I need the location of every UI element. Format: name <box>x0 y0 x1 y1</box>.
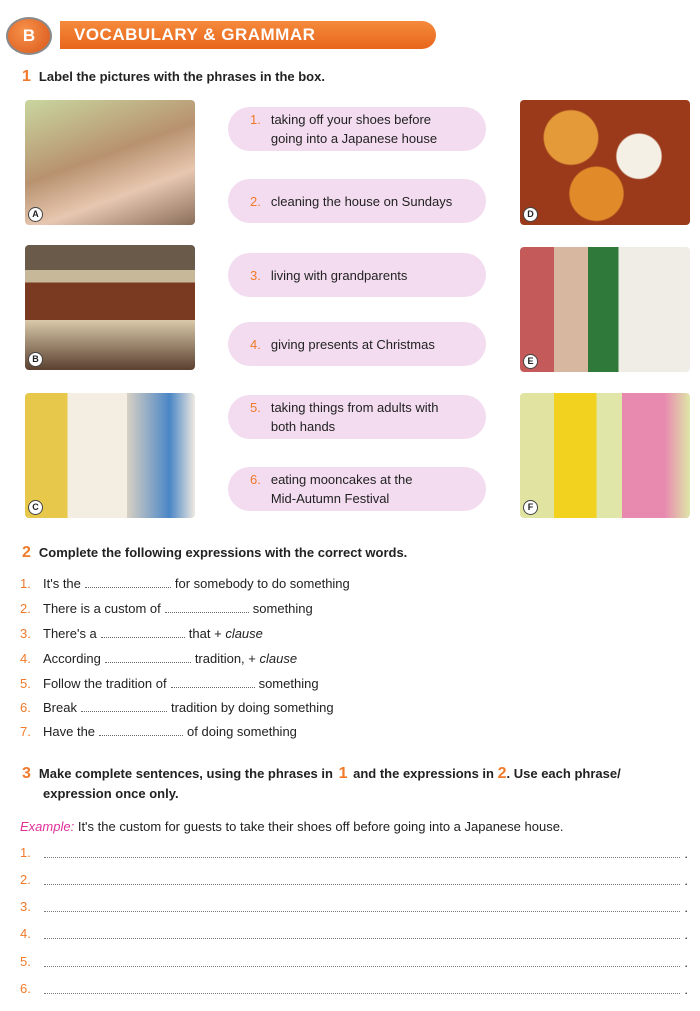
dotted-line <box>44 911 680 912</box>
example-label: Example: <box>20 819 75 834</box>
line-number: 6. <box>20 981 31 996</box>
line-number: 2. <box>20 872 31 887</box>
exercise-number: 3 <box>22 765 31 782</box>
line-number: 4. <box>20 926 31 941</box>
picture-mooncakes <box>520 100 690 225</box>
text: tradition, + <box>194 651 256 666</box>
phrase-6 <box>228 467 486 511</box>
instruction: Complete the following expressions with the correct words. <box>38 545 408 560</box>
answer-line-1[interactable]: 1. . <box>20 845 688 861</box>
phrase-text: taking things from adults with <box>270 400 439 415</box>
line-number: 5. <box>20 954 31 969</box>
phrase-text: giving presents at Christmas <box>270 336 435 352</box>
section-title: VOCABULARY & GRAMMAR <box>74 25 316 44</box>
picture-label: A <box>28 207 43 222</box>
phrase-number: 3. <box>250 267 261 283</box>
phrase-number: 4. <box>250 336 261 352</box>
phrase-1 <box>228 107 486 151</box>
item-number: 7. <box>20 724 31 739</box>
picture-christmas <box>520 247 690 372</box>
blank-field[interactable] <box>85 577 171 588</box>
picture-giving-gift <box>520 393 690 518</box>
instruction: . Use each phrase/ <box>506 766 621 781</box>
expression-2 <box>20 601 313 616</box>
dotted-line <box>44 884 680 885</box>
picture-japanese-house <box>25 245 195 370</box>
item-number: 3. <box>20 626 31 641</box>
phrase-number: 5. <box>250 400 261 415</box>
blank-field[interactable] <box>105 652 191 663</box>
dotted-line <box>44 993 680 994</box>
phrase-text: going into a Japanese house <box>270 131 438 146</box>
text: There is a custom of <box>43 601 161 616</box>
exercise-1-heading <box>22 68 325 86</box>
blank-field[interactable] <box>165 602 249 613</box>
picture-label: F <box>523 500 538 515</box>
answer-line-4[interactable]: 4. . <box>20 926 688 942</box>
exercise-2-heading <box>22 544 407 562</box>
blank-field[interactable] <box>101 627 185 638</box>
text: tradition by doing something <box>170 700 334 715</box>
phrase-4 <box>228 322 486 366</box>
instruction: expression once only. <box>43 786 179 801</box>
phrase-text: taking off your shoes before <box>270 112 432 127</box>
example-text: It's the custom for guests to take their shoes off before going into a Japanese house. <box>77 819 564 834</box>
answer-line-3[interactable]: 3. . <box>20 899 688 915</box>
picture-cleaning <box>25 393 195 518</box>
answer-line-2[interactable]: 2. . <box>20 872 688 888</box>
exercise-number: 1 <box>22 68 31 85</box>
phrase-number: 6. <box>250 472 261 487</box>
phrase-text: eating mooncakes at the <box>270 472 413 487</box>
line-number: 1. <box>20 845 31 860</box>
item-number: 4. <box>20 651 31 666</box>
text: According <box>43 651 101 666</box>
reference-number: 2 <box>497 765 507 782</box>
reference-number: 1 <box>338 765 348 782</box>
phrase-text: cleaning the house on Sundays <box>270 193 453 209</box>
expression-4 <box>20 651 297 666</box>
text: of doing something <box>187 724 297 739</box>
section-banner <box>60 21 436 49</box>
text: something <box>252 601 313 616</box>
phrase-number: 2. <box>250 193 261 209</box>
item-number: 2. <box>20 601 31 616</box>
phrase-2 <box>228 179 486 223</box>
phrase-5 <box>228 395 486 439</box>
blank-field[interactable] <box>99 725 183 736</box>
exercise-number: 2 <box>22 544 31 561</box>
picture-label: E <box>523 354 538 369</box>
instruction: Make complete sentences, using the phrases in <box>38 766 333 781</box>
text: Have the <box>43 724 96 739</box>
expression-1 <box>20 576 350 591</box>
text: something <box>258 676 319 691</box>
example-sentence <box>20 819 564 834</box>
text: that + <box>188 626 222 641</box>
item-number: 6. <box>20 700 31 715</box>
phrase-text: both hands <box>270 419 336 434</box>
exercise-3-heading <box>22 764 692 804</box>
phrase-3 <box>228 253 486 297</box>
picture-label: B <box>28 352 43 367</box>
text-italic: clause <box>259 651 298 666</box>
blank-field[interactable] <box>81 701 167 712</box>
answer-line-5[interactable]: 5. . <box>20 954 688 970</box>
phrase-text: living with grandparents <box>270 267 408 283</box>
instruction: Label the pictures with the phrases in the box. <box>38 69 325 84</box>
dotted-line <box>44 857 680 858</box>
line-number: 3. <box>20 899 31 914</box>
expression-5 <box>20 676 319 691</box>
text: There's a <box>43 626 97 641</box>
phrase-number: 1. <box>250 112 261 127</box>
text-italic: clause <box>225 626 263 641</box>
text: for somebody to do something <box>174 576 350 591</box>
dotted-line <box>44 966 680 967</box>
item-number: 5. <box>20 676 31 691</box>
section-letter-badge: B <box>6 17 52 55</box>
answer-line-6[interactable]: 6. . <box>20 981 688 997</box>
dotted-line <box>44 938 680 939</box>
picture-family <box>25 100 195 225</box>
phrase-text: Mid-Autumn Festival <box>270 491 390 506</box>
picture-label: C <box>28 500 43 515</box>
instruction: and the expressions in <box>353 766 494 781</box>
item-number: 1. <box>20 576 31 591</box>
text: It's the <box>43 576 81 591</box>
blank-field[interactable] <box>171 677 255 688</box>
expression-3 <box>20 626 263 641</box>
picture-label: D <box>523 207 538 222</box>
expression-6 <box>20 700 334 715</box>
expression-7 <box>20 724 297 739</box>
text: Break <box>43 700 77 715</box>
text: Follow the tradition of <box>43 676 167 691</box>
